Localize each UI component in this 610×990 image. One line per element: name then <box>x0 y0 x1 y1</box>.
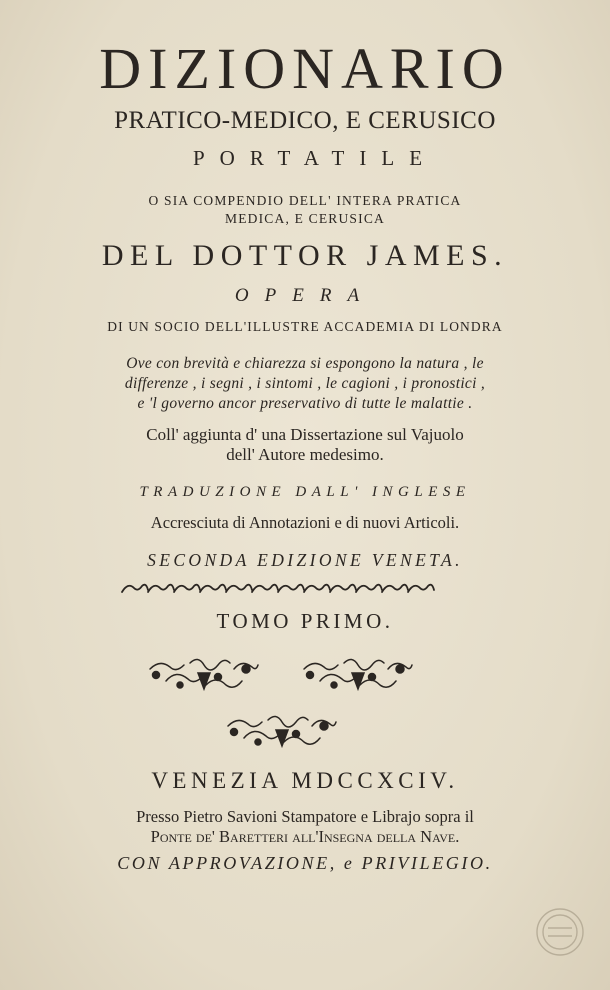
augmented-line: Accresciuta di Annotazioni e di nuovi Articoli. <box>150 513 460 532</box>
translation-line: TRADUZIONE DALL' INGLESE <box>139 484 471 500</box>
privilege-line: CON APPROVAZIONE, e PRIVILEGIO. <box>117 853 493 873</box>
addition-line-2: dell' Autore medesimo. <box>226 445 384 464</box>
floral-flourish-ornament <box>300 655 416 695</box>
subtitle-line-2: PORTATILE <box>192 146 438 170</box>
volume-line: TOMO PRIMO. <box>216 609 394 633</box>
compendio-line-1: O SIA COMPENDIO DELL' INTERA PRATICA <box>148 193 462 208</box>
floral-flourish-ornament <box>146 655 262 695</box>
addition-line-1: Coll' aggiunta d' una Dissertazione sul Vajuolo <box>146 425 464 444</box>
imprint-printer-line-2: Ponte de' Baretteri all'Insegna della Nave. <box>150 827 460 846</box>
floral-flourish-ornament <box>224 712 340 752</box>
book-title: DIZIONARIO <box>99 36 511 101</box>
description-line-3: e 'l governo ancor preservativo di tutte le malattie . <box>137 395 473 412</box>
scroll-border-ornament <box>118 580 438 596</box>
description-line-2: differenze , i segni , i sintomi , le cagioni , i pronostici , <box>124 375 486 392</box>
description-line-1: Ove con brevità e chiarezza si espongono la natura , le <box>126 355 484 372</box>
compendio-line-2: MEDICA, E CERUSICA <box>225 211 385 226</box>
imprint-printer-line-1: Presso Pietro Savioni Stampatore e Librajo sopra il <box>136 807 474 826</box>
imprint-place-line: VENEZIA MDCCXCIV. <box>151 768 459 793</box>
library-stamp <box>534 906 586 958</box>
edition-line: SECONDA EDIZIONE VENETA. <box>147 550 463 570</box>
socio-line: DI UN SOCIO DELL'ILLUSTRE ACCADEMIA DI LONDRA <box>107 319 503 334</box>
opera-line: OPERA <box>234 285 376 306</box>
subtitle-line-1: PRATICO-MEDICO, E CERUSICO <box>114 107 496 134</box>
author-line: DEL DOTTOR JAMES. <box>101 239 509 272</box>
